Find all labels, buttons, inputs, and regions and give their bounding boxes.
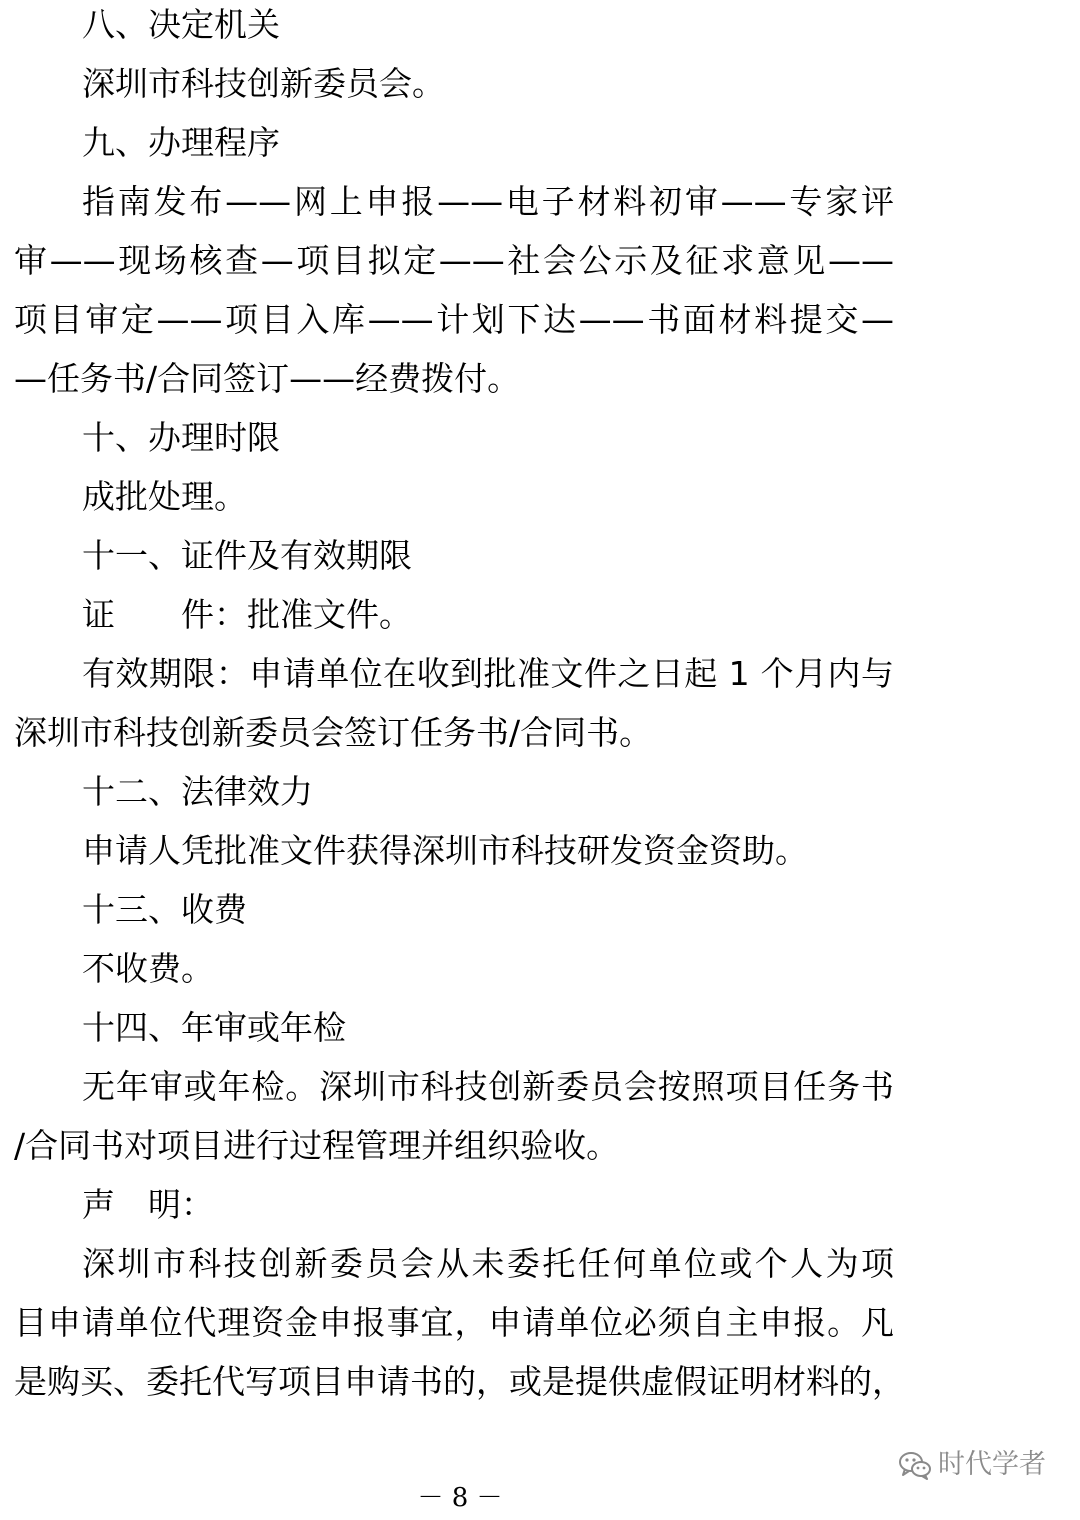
section-heading-annual-review: 十四、年审或年检	[82, 1008, 346, 1047]
paragraph-line: 指南发布——网上申报——电子材料初审——专家评	[82, 182, 894, 221]
paragraph-line: 是购买、委托代写项目申请书的，或是提供虚假证明材料的，	[14, 1362, 905, 1401]
paragraph-line: 无年审或年检。深圳市科技创新委员会按照项目任务书	[82, 1067, 894, 1106]
paragraph-line: 深圳市科技创新委员会从未委托任何单位或个人为项	[82, 1244, 894, 1283]
paragraph-line: 证 件：批准文件。	[82, 595, 412, 634]
paragraph-line: /合同书对项目进行过程管理并组织验收。	[14, 1126, 620, 1165]
section-heading-legal-effect: 十二、法律效力	[82, 772, 313, 811]
section-heading-certificate-validity: 十一、证件及有效期限	[82, 536, 412, 575]
paragraph-line: 深圳市科技创新委员会。	[82, 64, 445, 103]
paragraph-line: 目申请单位代理资金申报事宜，申请单位必须自主申报。凡	[14, 1303, 894, 1342]
source-watermark	[898, 1445, 1046, 1485]
section-heading-procedure: 九、办理程序	[82, 123, 280, 162]
wechat-icon	[898, 1450, 932, 1480]
paragraph-line: 有效期限：申请单位在收到批准文件之日起 1 个月内与	[82, 654, 894, 693]
section-heading-time-limit: 十、办理时限	[82, 418, 280, 457]
paragraph-line: 申请人凭批准文件获得深圳市科技研发资金资助。	[82, 831, 808, 870]
paragraph-line: 成批处理。	[82, 477, 247, 516]
paragraph-line: 审——现场核查—项目拟定——社会公示及征求意见——	[14, 241, 894, 280]
paragraph-line: 项目审定——项目入库——计划下达——书面材料提交—	[14, 300, 894, 339]
page-number: － 8 －	[417, 1483, 503, 1513]
watermark-text: 时代学者	[938, 1449, 1046, 1480]
paragraph-line: —任务书/合同签订——经费拨付。	[14, 359, 521, 398]
paragraph-line: 不收费。	[82, 949, 214, 988]
section-heading-statement: 声 明：	[82, 1185, 214, 1224]
section-heading-decision-authority: 八、决定机关	[82, 5, 280, 44]
paragraph-line: 深圳市科技创新委员会签订任务书/合同书。	[14, 713, 653, 752]
document-page	[14, 0, 905, 1440]
section-heading-fees: 十三、收费	[82, 890, 247, 929]
